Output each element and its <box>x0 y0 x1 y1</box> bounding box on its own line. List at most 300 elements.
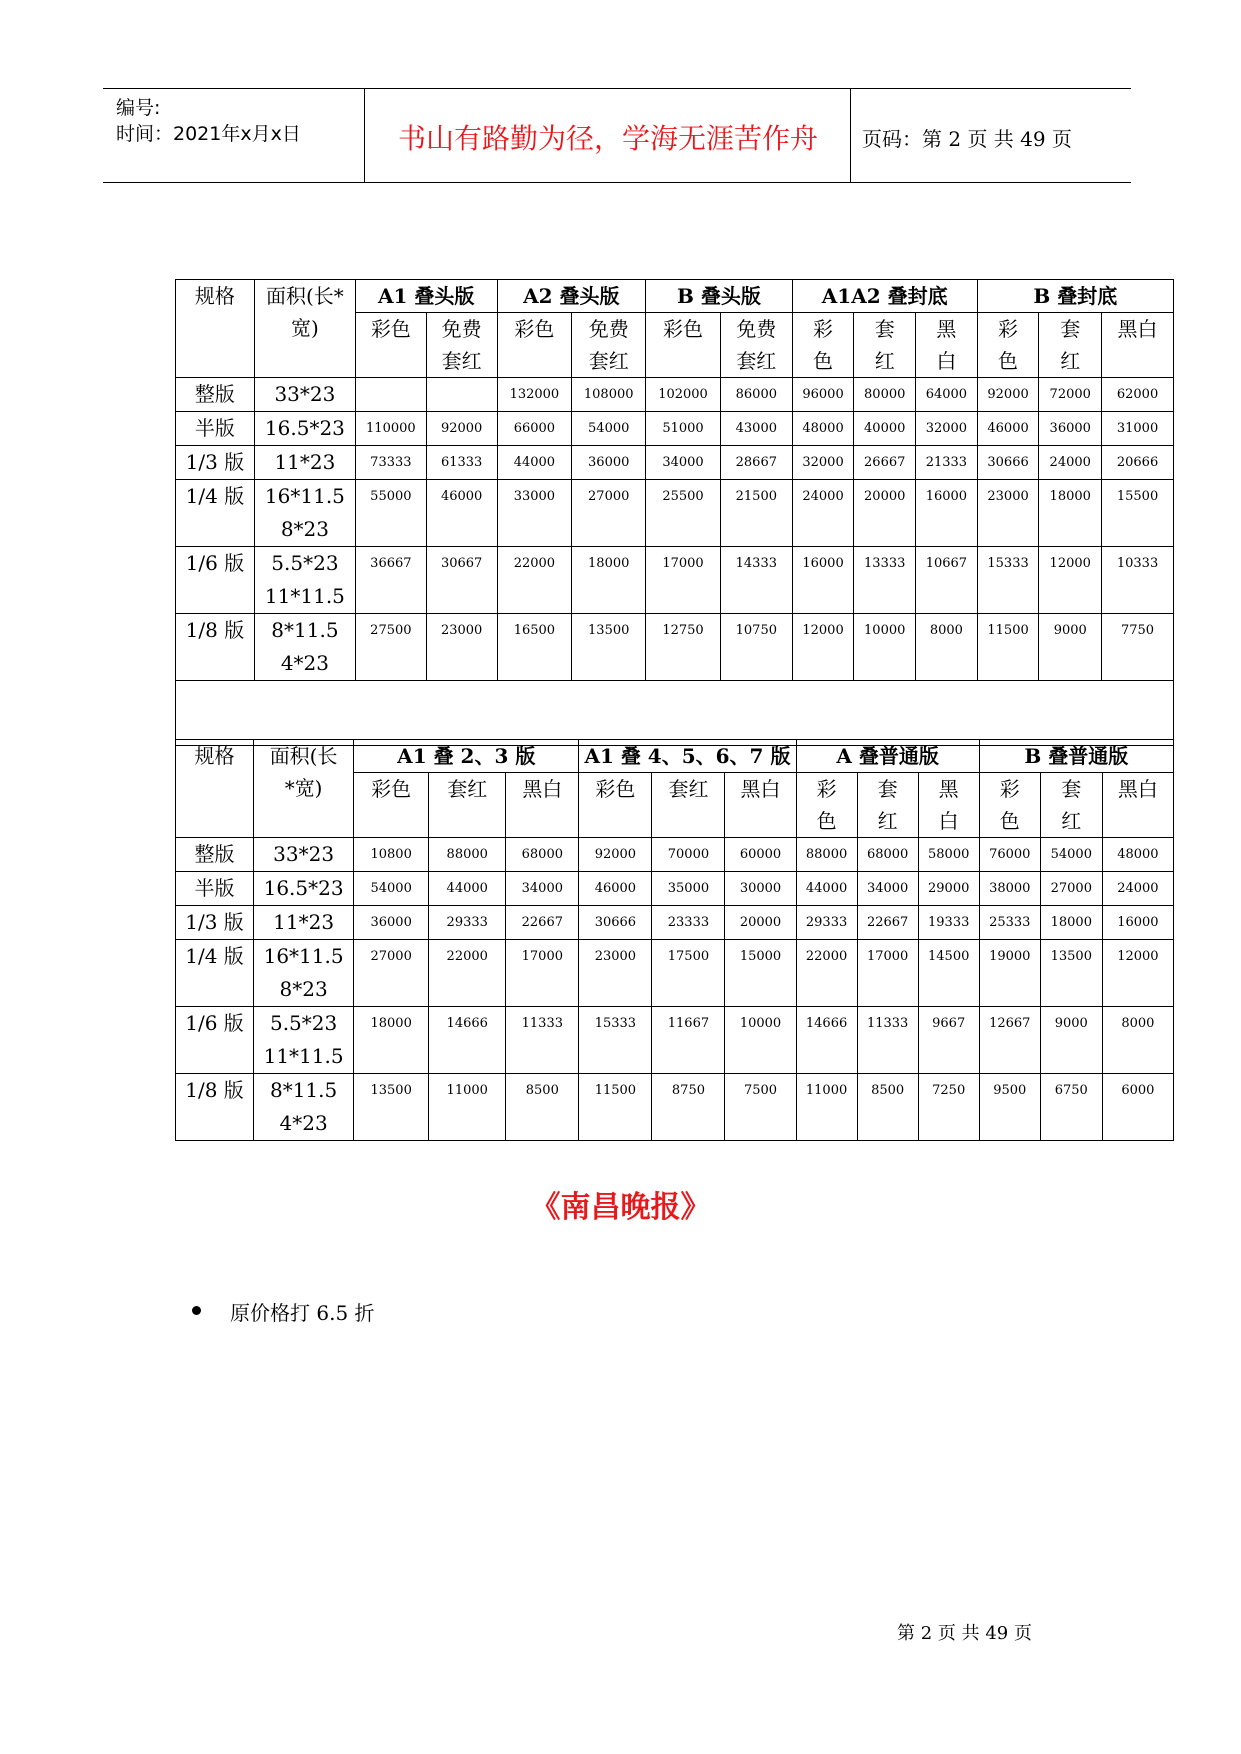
sub-header-cell <box>1102 773 1173 838</box>
price-cell <box>854 446 916 480</box>
price-value: 11667 <box>667 1016 710 1031</box>
price-cell <box>1102 872 1173 906</box>
price-cell <box>979 906 1040 940</box>
area-line1: 5.5*23 <box>271 551 339 575</box>
group-header-cell <box>792 280 977 313</box>
price-cell <box>1102 838 1173 872</box>
price-value: 36667 <box>370 556 412 571</box>
price-value: 25333 <box>989 915 1031 930</box>
price-value: 11333 <box>521 1016 563 1031</box>
price-value: 54000 <box>1050 847 1092 862</box>
spec-cell <box>176 1074 254 1141</box>
sub-header-line1: 彩色 <box>371 777 412 801</box>
price-cell <box>572 412 646 446</box>
area-line1: 33*23 <box>273 842 335 866</box>
price-cell <box>354 872 429 906</box>
rate-table-2 <box>175 739 1174 1141</box>
price-cell <box>918 1007 979 1074</box>
group-header-row <box>176 280 1174 313</box>
price-cell <box>916 378 978 412</box>
area-cell <box>254 1074 354 1141</box>
price-cell <box>1039 412 1102 446</box>
price-value: 68000 <box>866 847 909 862</box>
price-cell <box>646 614 721 681</box>
price-cell <box>1102 1074 1173 1141</box>
sub-header-line1: 套 <box>877 777 898 801</box>
sub-header-line2: 色 <box>999 809 1020 833</box>
price-cell <box>1102 547 1174 614</box>
price-cell <box>916 480 978 547</box>
price-cell <box>1039 547 1102 614</box>
price-cell <box>796 872 857 906</box>
sub-header-line1: 免费 <box>441 317 482 341</box>
price-value: 30666 <box>987 455 1029 470</box>
price-value: 19333 <box>928 915 970 930</box>
price-value: 20000 <box>864 489 906 504</box>
table-row <box>176 378 1174 412</box>
price-cell <box>916 547 978 614</box>
price-value: 43000 <box>735 421 777 436</box>
price-cell <box>792 378 854 412</box>
area-line1: 8*11.5 <box>271 618 339 642</box>
price-cell <box>1040 872 1102 906</box>
price-value: 30666 <box>594 915 637 930</box>
spec-label: 整版 <box>194 842 235 866</box>
price-cell <box>977 446 1039 480</box>
footer-page-number: 第 2 页 共 49 页 <box>897 1623 1032 1644</box>
spec-label: 1/8 版 <box>185 618 245 642</box>
spec-cell <box>176 446 255 480</box>
price-value: 9667 <box>932 1016 966 1031</box>
price-value: 29333 <box>805 915 848 930</box>
price-value: 22667 <box>521 915 563 930</box>
price-value: 34000 <box>521 881 563 896</box>
price-cell <box>579 838 652 872</box>
sub-header-line1: 套红 <box>447 777 488 801</box>
price-value: 27000 <box>1050 881 1092 896</box>
price-value: 17500 <box>667 949 710 964</box>
area-line1: 16.5*23 <box>264 416 345 440</box>
price-cell <box>918 1074 979 1141</box>
sub-header-cell <box>796 773 857 838</box>
price-value: 24000 <box>1049 455 1091 470</box>
group-header: B 叠头版 <box>676 284 761 308</box>
price-cell <box>355 547 426 614</box>
sub-header-cell <box>426 313 497 378</box>
price-value: 10750 <box>735 623 777 638</box>
area-cell <box>254 838 354 872</box>
price-value: 58000 <box>928 847 970 862</box>
group-header: A1 叠头版 <box>378 284 475 308</box>
group-header-cell <box>497 280 646 313</box>
sub-header-cell <box>725 773 796 838</box>
price-value: 46000 <box>440 489 483 504</box>
spacer-cell <box>176 681 1174 746</box>
price-value: 20000 <box>739 915 782 930</box>
price-cell <box>792 614 854 681</box>
sub-header-cell <box>979 773 1040 838</box>
table-row <box>176 547 1174 614</box>
sub-header-cell <box>918 773 979 838</box>
price-cell <box>977 378 1039 412</box>
price-value: 6750 <box>1054 1083 1088 1098</box>
price-value: 73333 <box>370 455 412 470</box>
price-cell <box>979 940 1040 1007</box>
group-header-cell <box>977 280 1173 313</box>
price-value: 29333 <box>446 915 488 930</box>
sub-header-line2: 色 <box>998 349 1019 373</box>
price-value: 7750 <box>1120 623 1155 638</box>
price-cell <box>977 412 1039 446</box>
area-header-line1: 面积(长* <box>266 284 344 308</box>
price-cell <box>572 480 646 547</box>
price-value: 92000 <box>594 847 637 862</box>
price-cell <box>720 378 792 412</box>
price-cell <box>506 940 579 1007</box>
doc-number-label: 编号: <box>116 97 161 119</box>
price-value: 17000 <box>521 949 563 964</box>
price-cell <box>579 872 652 906</box>
price-value: 61333 <box>440 455 483 470</box>
price-value: 62000 <box>1116 387 1159 402</box>
price-value: 11500 <box>594 1083 637 1098</box>
price-cell <box>506 1007 579 1074</box>
price-cell <box>854 412 916 446</box>
price-cell <box>857 906 918 940</box>
price-cell <box>792 446 854 480</box>
price-value: 88000 <box>446 847 488 862</box>
motto-text: 书山有路勤为径，学海无涯苦作舟 <box>397 122 818 155</box>
table-row <box>176 1007 1174 1074</box>
price-cell <box>720 614 792 681</box>
price-value: 16000 <box>802 556 844 571</box>
price-cell <box>646 412 721 446</box>
price-value: 20666 <box>1116 455 1159 470</box>
price-value: 21500 <box>735 489 777 504</box>
sub-header-cell <box>977 313 1039 378</box>
price-cell <box>918 906 979 940</box>
spec-label: 1/3 版 <box>185 450 245 474</box>
price-cell <box>579 1074 652 1141</box>
price-value: 28667 <box>735 455 777 470</box>
sub-header-cell <box>792 313 854 378</box>
price-cell <box>796 838 857 872</box>
area-line1: 16*11.5 <box>264 484 345 508</box>
price-value: 44000 <box>513 455 556 470</box>
area-header-line2: 宽) <box>291 316 319 340</box>
table-row <box>176 446 1174 480</box>
price-value: 14666 <box>446 1016 488 1031</box>
price-value: 15333 <box>594 1016 637 1031</box>
price-value: 22667 <box>866 915 909 930</box>
price-value: 33000 <box>513 489 556 504</box>
price-value: 21333 <box>925 455 968 470</box>
price-value: 68000 <box>521 847 563 862</box>
table-row <box>176 1074 1174 1141</box>
area-cell <box>254 1007 354 1074</box>
price-value: 23000 <box>440 623 483 638</box>
price-cell <box>506 1074 579 1141</box>
price-cell <box>426 480 497 547</box>
price-value: 27000 <box>370 949 412 964</box>
header-motto-cell <box>366 89 851 182</box>
group-header: A1A2 叠封底 <box>821 284 948 308</box>
price-cell <box>1039 480 1102 547</box>
group-header-cell <box>355 280 497 313</box>
price-cell <box>429 872 506 906</box>
spec-cell <box>176 547 255 614</box>
price-value: 7500 <box>743 1083 778 1098</box>
price-cell <box>497 614 572 681</box>
price-cell <box>429 838 506 872</box>
price-cell <box>646 446 721 480</box>
price-cell <box>426 446 497 480</box>
price-cell <box>426 412 497 446</box>
area-cell <box>254 614 355 681</box>
spec-cell <box>176 1007 254 1074</box>
group-header-cell <box>979 740 1173 773</box>
price-value: 48000 <box>1117 847 1159 862</box>
price-value: 72000 <box>1049 387 1091 402</box>
group-header: A2 叠头版 <box>523 284 620 308</box>
price-cell <box>426 547 497 614</box>
spec-label: 1/8 版 <box>185 1078 244 1102</box>
sub-header-line2: 色 <box>813 349 834 373</box>
price-value: 48000 <box>802 421 844 436</box>
price-cell <box>1102 906 1173 940</box>
price-cell <box>579 940 652 1007</box>
price-value: 14500 <box>928 949 970 964</box>
price-value: 16000 <box>1117 915 1159 930</box>
sub-header-line1: 黑白 <box>1117 777 1158 801</box>
price-value: 34000 <box>662 455 704 470</box>
price-cell <box>796 940 857 1007</box>
price-cell <box>725 872 796 906</box>
area-line2: 8*23 <box>279 977 328 1001</box>
price-cell <box>355 446 426 480</box>
price-cell <box>426 378 497 412</box>
price-value: 38000 <box>989 881 1031 896</box>
price-value: 76000 <box>989 847 1031 862</box>
price-value: 8750 <box>671 1083 705 1098</box>
price-cell <box>355 480 426 547</box>
price-value: 36000 <box>370 915 412 930</box>
price-cell <box>652 1007 725 1074</box>
price-cell <box>857 872 918 906</box>
sub-header-line1: 黑 <box>936 317 957 341</box>
sub-header-line1: 黑 <box>938 777 959 801</box>
sub-header-line1: 彩 <box>813 317 834 341</box>
price-cell <box>1040 1007 1102 1074</box>
price-value: 12000 <box>1049 556 1091 571</box>
table-row <box>176 480 1174 547</box>
price-value: 26667 <box>864 455 906 470</box>
price-value: 27000 <box>588 489 630 504</box>
price-value: 9000 <box>1053 623 1087 638</box>
price-cell <box>720 446 792 480</box>
price-value: 80000 <box>864 387 906 402</box>
price-cell <box>1102 940 1173 1007</box>
price-cell <box>979 1007 1040 1074</box>
price-value: 15333 <box>987 556 1029 571</box>
sub-header-line2: 白 <box>938 809 959 833</box>
price-cell <box>1040 906 1102 940</box>
price-value: 10333 <box>1116 556 1159 571</box>
sub-header-line1: 套 <box>1060 317 1081 341</box>
sub-header-cell <box>1102 313 1174 378</box>
price-value: 32000 <box>925 421 968 436</box>
price-cell <box>796 906 857 940</box>
price-cell <box>918 838 979 872</box>
price-cell <box>720 480 792 547</box>
price-cell <box>1102 480 1174 547</box>
price-cell <box>857 1007 918 1074</box>
price-cell <box>720 547 792 614</box>
price-value: 86000 <box>735 387 777 402</box>
table-row <box>176 872 1174 906</box>
price-value: 9500 <box>993 1083 1027 1098</box>
group-header-row <box>176 740 1174 773</box>
price-cell <box>979 872 1040 906</box>
table-row <box>176 906 1174 940</box>
price-cell <box>355 378 426 412</box>
price-cell <box>725 1007 796 1074</box>
price-value: 8500 <box>525 1083 559 1098</box>
price-value: 14333 <box>735 556 777 571</box>
price-cell <box>792 480 854 547</box>
price-cell <box>646 547 721 614</box>
price-value: 14666 <box>805 1016 848 1031</box>
sub-header-cell <box>1039 313 1102 378</box>
price-cell <box>652 940 725 1007</box>
price-value: 36000 <box>588 455 630 470</box>
price-value: 12750 <box>662 623 704 638</box>
sub-header-cell <box>355 313 426 378</box>
price-value: 23333 <box>667 915 710 930</box>
price-cell <box>1040 940 1102 1007</box>
price-value: 92000 <box>440 421 483 436</box>
spec-label: 1/6 版 <box>185 1011 244 1035</box>
price-cell <box>652 872 725 906</box>
price-cell <box>854 614 916 681</box>
area-cell <box>254 547 355 614</box>
price-value: 11000 <box>805 1083 848 1098</box>
price-cell <box>977 480 1039 547</box>
group-header: A1 叠 2、3 版 <box>397 744 536 768</box>
sub-header-line1: 黑白 <box>740 777 781 801</box>
price-value: 8500 <box>871 1083 905 1098</box>
group-header: B 叠普通版 <box>1024 744 1129 768</box>
price-value: 70000 <box>667 847 710 862</box>
sub-header-line1: 彩色 <box>663 317 704 341</box>
price-value: 12000 <box>1117 949 1159 964</box>
price-value: 92000 <box>987 387 1029 402</box>
area-line1: 16*11.5 <box>263 944 344 968</box>
area-line1: 11*23 <box>273 910 335 934</box>
price-value: 31000 <box>1116 421 1159 436</box>
spec-label: 半版 <box>194 876 235 900</box>
price-value: 10000 <box>739 1016 782 1031</box>
price-value: 35000 <box>667 881 710 896</box>
price-value: 15000 <box>739 949 782 964</box>
price-value: 13500 <box>370 1083 412 1098</box>
price-cell <box>1102 412 1174 446</box>
price-cell <box>792 547 854 614</box>
price-value: 110000 <box>366 421 416 436</box>
spec-label: 1/4 版 <box>185 484 245 508</box>
price-cell <box>1102 378 1174 412</box>
area-header-cell <box>254 280 355 378</box>
area-cell <box>254 412 355 446</box>
price-cell <box>1039 614 1102 681</box>
spec-cell <box>176 614 255 681</box>
price-cell <box>725 838 796 872</box>
sub-header-cell <box>854 313 916 378</box>
price-cell <box>354 940 429 1007</box>
area-line2: 8*23 <box>280 517 329 541</box>
price-cell <box>854 378 916 412</box>
price-cell <box>579 1007 652 1074</box>
price-value: 12000 <box>802 623 844 638</box>
price-cell <box>916 412 978 446</box>
price-cell <box>572 547 646 614</box>
price-cell <box>354 1074 429 1141</box>
price-cell <box>497 378 572 412</box>
price-cell <box>572 446 646 480</box>
table-row <box>176 838 1174 872</box>
area-cell <box>254 906 354 940</box>
price-value: 22000 <box>513 556 556 571</box>
newspaper-title: 《南昌晚报》 <box>530 1190 711 1225</box>
header-page-number: 页码：第 2 页 共 49 页 <box>862 127 1072 151</box>
group-header-cell <box>354 740 579 773</box>
price-value: 66000 <box>513 421 556 436</box>
price-value: 22000 <box>446 949 488 964</box>
price-value: 23000 <box>987 489 1029 504</box>
area-line2: 4*23 <box>279 1111 328 1135</box>
area-cell <box>254 446 355 480</box>
price-value: 10800 <box>370 847 412 862</box>
price-value: 27500 <box>370 623 412 638</box>
price-cell <box>979 838 1040 872</box>
area-line1: 5.5*23 <box>269 1011 338 1035</box>
sub-header-line1: 彩色 <box>514 317 555 341</box>
price-cell <box>977 614 1039 681</box>
price-cell <box>652 1074 725 1141</box>
price-cell <box>497 412 572 446</box>
sub-header-line1: 彩色 <box>595 777 636 801</box>
spec-header: 规格 <box>194 284 235 308</box>
table-row <box>176 412 1174 446</box>
area-line1: 33*23 <box>274 382 336 406</box>
price-cell <box>854 480 916 547</box>
price-cell <box>1039 446 1102 480</box>
bullet-icon <box>192 1306 201 1315</box>
price-value: 40000 <box>864 421 906 436</box>
sub-header-line1: 套 <box>874 317 895 341</box>
sub-header-line2: 色 <box>816 809 837 833</box>
spec-header-cell <box>176 740 254 838</box>
table-row <box>176 614 1174 681</box>
price-value: 96000 <box>802 387 844 402</box>
price-cell <box>1039 378 1102 412</box>
price-cell <box>725 940 796 1007</box>
sub-header-cell <box>572 313 646 378</box>
price-cell <box>796 1074 857 1141</box>
group-header: A1 叠 4、5、6、7 版 <box>584 744 791 768</box>
price-cell <box>1040 838 1102 872</box>
price-cell <box>497 480 572 547</box>
